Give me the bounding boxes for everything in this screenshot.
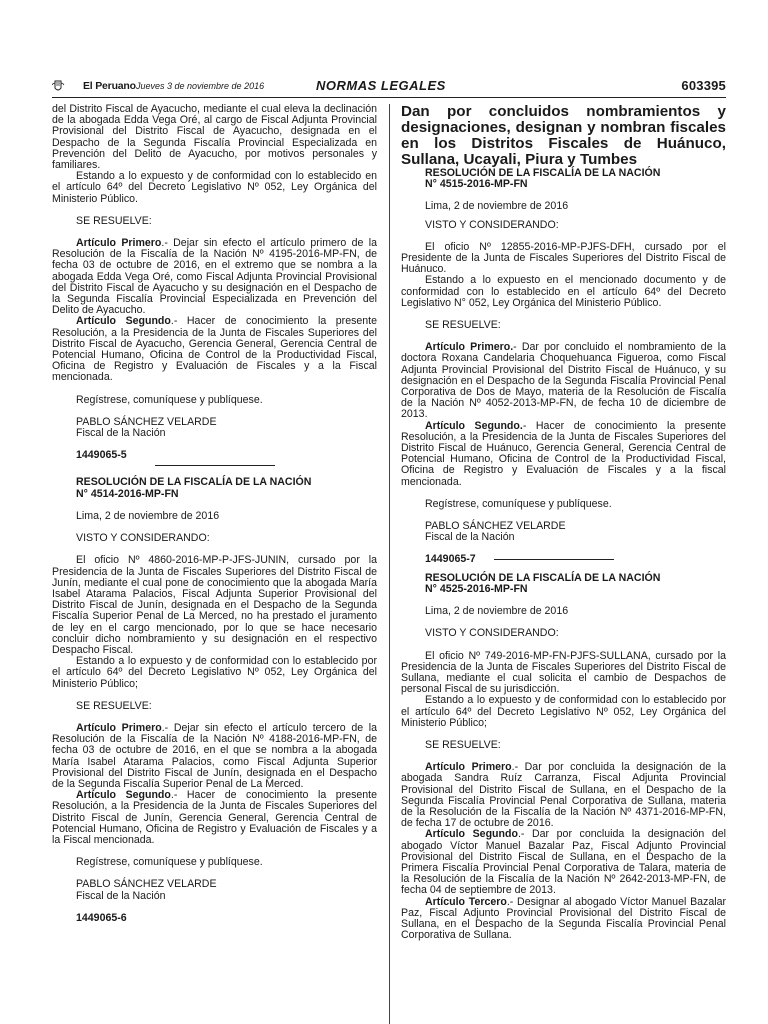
se-resuelve: SE RESUELVE: [76, 214, 152, 227]
signatory-name: PABLO SÁNCHEZ VELARDE [76, 415, 217, 428]
resolution-date: Lima, 2 de noviembre de 2016 [425, 200, 569, 213]
paragraph: El oficio Nº 4860-2016-MP-P-JFS-JUNIN, cursado por la Presidencia de la Junta de Fiscales Superiores del Distrito Fiscal de Junín, mediante el cual pone de conocimiento que la abogada María Isabel Atarama Palacios, Fiscal Adjunta Superior Provisional del Distrito Fiscal de Junín, designada en el Despacho de la Segunda Fiscalía Superior Penal de La Merced, no ha prestado el juramento de ley en el cargo mencionado, por lo que se hace necesario concluir dicho nombramiento y su designación en el respectivo Despacho Fiscal. [52, 554, 377, 656]
closing-formula: Regístrese, comuníquese y publíquese. [76, 856, 263, 869]
paragraph: Estando a lo expuesto y de conformidad con lo establecido por el artículo 64º del Decreto Legislativo Nº 052, Ley Orgánica del Ministerio Público; [401, 694, 726, 729]
paragraph: Estando a lo expuesto y de conformidad con lo establecido por el artículo 64º del Decreto Legislativo Nº 052, Ley Orgánica del Ministerio Público; [52, 655, 377, 690]
publication-code: 1449065-7 [401, 554, 726, 565]
article-label: Artículo Primero. [425, 341, 514, 354]
se-resuelve: SE RESUELVE: [425, 738, 501, 751]
section-title: NORMAS LEGALES [316, 78, 446, 93]
se-resuelve: SE RESUELVE: [425, 319, 501, 332]
paragraph: Estando a lo expuesto y de conformidad con lo establecido en el artículo 64º del Decreto Legislativo Nº 052, Ley Orgánica del Ministerio Público. [52, 170, 377, 205]
article-paragraph: Artículo Primero.- Dar por concluida la designación de la abogada Sandra Ruíz Carranza, Fiscal Adjunta Provincial Provisional del Distrito Fiscal de Sullana, en el Despacho de la Segunda Fiscalía Provincial Penal Corporativa de Sullana, materia de la Resolución de la Fiscalía de la Nación Nº 4371-2016-MP-FN, de fecha 17 de octubre de 2016. [401, 761, 726, 830]
article-label: Artículo Primero [76, 721, 162, 734]
paragraph: El oficio Nº 749-2016-MP-FN-PJFS-SULLANA, cursado por la Presidencia de la Junta de Fiscales Superiores del Distrito Fiscal de Sullana, mediante el cual solicita el cambio de Despachos de personal Fiscal de su jurisdicción. [401, 649, 726, 696]
article-label: Artículo Primero [425, 761, 512, 774]
closing-formula: Regístrese, comuníquese y publíquese. [425, 497, 612, 510]
closing-formula: Regístrese, comuníquese y publíquese. [76, 393, 263, 406]
right-column [401, 104, 726, 941]
resolution-title: RESOLUCIÓN DE LA FISCALÍA DE LA NACIÓN [76, 476, 312, 489]
article-label: Artículo Segundo. [425, 419, 523, 432]
article-paragraph: Artículo Tercero.- Designar al abogado Víctor Manuel Bazalar Paz, Fiscal Adjunto Provincial Provisional del Distrito Fiscal de Sullana, en el Despacho de la Segunda Fiscalía Provincial Penal Corporativa de Sullana. [401, 895, 726, 942]
visto-heading: VISTO Y CONSIDERANDO: [76, 532, 210, 545]
resolution-number: N° 4525-2016-MP-FN [425, 582, 528, 595]
signatory-title: Fiscal de la Nación [425, 531, 515, 544]
resolution-date: Lima, 2 de noviembre de 2016 [76, 509, 220, 522]
signatory-name: PABLO SÁNCHEZ VELARDE [425, 520, 566, 533]
publication-code: 1449065-5 [76, 449, 127, 462]
article-label: Artículo Primero [76, 237, 162, 250]
page-number: 603395 [681, 78, 726, 93]
resolution-number: N° 4515-2016-MP-FN [425, 178, 528, 191]
article-paragraph: Artículo Segundo.- Hacer de conocimiento la presente Resolución, a la Presidencia de la Junta de Fiscales Superiores del Distrito Fiscal de Junín, Gerencia General, Gerencia Central de Potencial Humano, Oficina de Registro y Evaluación de Fiscales y a la Fiscal mencionada. [52, 789, 378, 846]
column-divider [389, 104, 390, 1024]
resolution-title: RESOLUCIÓN DE LA FISCALÍA DE LA NACIÓN [425, 167, 661, 179]
article-label: Artículo Segundo [425, 828, 518, 841]
resolution-number: N° 4514-2016-MP-FN [76, 487, 179, 500]
article-headline: Dan por concluidos nombramientos y designaciones, designan y nombran fiscales en los Distritos Fiscales de Huánuco, Sullana, Ucayali, Piura y Tumbes [401, 103, 726, 168]
publication-code: 1449065-6 [76, 911, 127, 924]
newspaper-name: El Peruano [83, 80, 136, 92]
article-paragraph: Artículo Primero.- Dejar sin efecto el artículo primero de la Resolución de la Fiscalía de la Nación Nº 4195-2016-MP-FN, de fecha 03 de octubre de 2016, en el extremo que se nombra a la abogada Edda Vega Oré, como Fiscal Adjunta Provincial Provisional del Distrito Fiscal de Ayacucho y su designación en el Despacho de la Segunda Fiscalía Provincial Especializada en Prevención del Delito de Ayacucho. [52, 237, 377, 317]
article-label: Artículo Segundo [76, 789, 171, 802]
article-paragraph: Artículo Primero.- Dejar sin efecto el artículo tercero de la Resolución de la Fiscalía de la Nación Nº 4188-2016-MP-FN, de fecha 03 de octubre de 2016, en el que se nombra a la abogada María Isabel Atarama Palacios, como Fiscal Adjunta Superior Provisional del Distrito Fiscal de Junín, designada en el Despacho de la Segunda Fiscalía Superior Penal de La Merced. [52, 721, 377, 790]
page-header [52, 79, 726, 97]
coat-of-arms-icon [52, 79, 82, 93]
signatory-title: Fiscal de la Nación [76, 889, 166, 902]
signatory-name: PABLO SÁNCHEZ VELARDE [76, 878, 217, 891]
resolution-date: Lima, 2 de noviembre de 2016 [425, 605, 569, 618]
article-label: Artículo Segundo [76, 315, 171, 328]
visto-heading: VISTO Y CONSIDERANDO: [425, 627, 559, 640]
header-rule [52, 97, 726, 98]
paragraph: Estando a lo expuesto en el mencionado documento y de conformidad con lo establecido en el artículo 64º del Decreto Legislativo N° 052, Ley Orgánica del Ministerio Público. [401, 274, 726, 309]
left-column [52, 104, 377, 924]
article-paragraph: Artículo Segundo.- Dar por concluida la designación del abogado Víctor Manuel Bazalar Paz, Fiscal Adjunto Provincial Provisional del Distrito Fiscal de Sullana, en el Despacho de la Primera Fiscalía Provincial Penal Corporativa de Talara, materia de la Resolución de la Fiscalía de la Nación Nº 2642-2013-MP-FN, de fecha 04 de septiembre de 2013. [401, 828, 727, 897]
se-resuelve: SE RESUELVE: [76, 699, 152, 712]
paragraph: El oficio Nº 12855-2016-MP-PJFS-DFH, cursado por el Presidente de la Junta de Fiscales Superiores del Distrito Fiscal de Huánuco. [401, 240, 726, 276]
article-paragraph: Artículo Segundo.- Hacer de conocimiento la presente Resolución, a la Presidencia de la Junta de Fiscales Superiores del Distrito Fiscal de Huánuco, Gerencia General, Gerencia Central de Potencial Humano, Oficina de Control de la Productividad Fiscal, Oficina de Registro y Evaluación de Fiscales y a la fiscal mencionada. [401, 419, 726, 488]
separator [494, 559, 614, 560]
issue-date: Jueves 3 de noviembre de 2016 [136, 81, 265, 91]
paragraph: del Distrito Fiscal de Ayacucho, mediante el cual eleva la declinación de la abogada Edda Vega Oré, al cargo de Fiscal Adjunta Provincial Provisional del Distrito Fiscal de Ayacucho, designada en el Despacho de la Segunda Fiscalía Provincial Especializada en Prevención del Delito de Ayacucho, por motivos personales y familiares. [52, 103, 377, 172]
resolution-title: RESOLUCIÓN DE LA FISCALÍA DE LA NACIÓN [425, 571, 661, 584]
article-paragraph: Artículo Primero.- Dar por concluido el nombramiento de la doctora Roxana Candelaria Choquehuanca Figueroa, como Fiscal Adjunta Provincial Provisional del Distrito Fiscal de Huánuco, y su designación en el Despacho de la Segunda Fiscalía Provincial Penal Corporativa de Dos de Mayo, materia de la Resolución de Fiscalía de la Nación Nº 4052-2013-MP-FN, de fecha 10 de diciembre de 2013. [401, 341, 726, 421]
visto-heading: VISTO Y CONSIDERANDO: [425, 218, 559, 231]
article-label: Artículo Tercero [425, 895, 507, 908]
signatory-title: Fiscal de la Nación [76, 427, 166, 440]
article-paragraph: Artículo Segundo.- Hacer de conocimiento la presente Resolución, a la Presidencia de la Junta de Fiscales Superiores del Distrito Fiscal de Ayacucho, Gerencia General, Gerencia Central de Potencial Humano, Oficina de Control de la Productividad Fiscal, Oficina de Registro y Evaluación de Fiscales y a la Fiscal mencionada. [52, 315, 378, 384]
